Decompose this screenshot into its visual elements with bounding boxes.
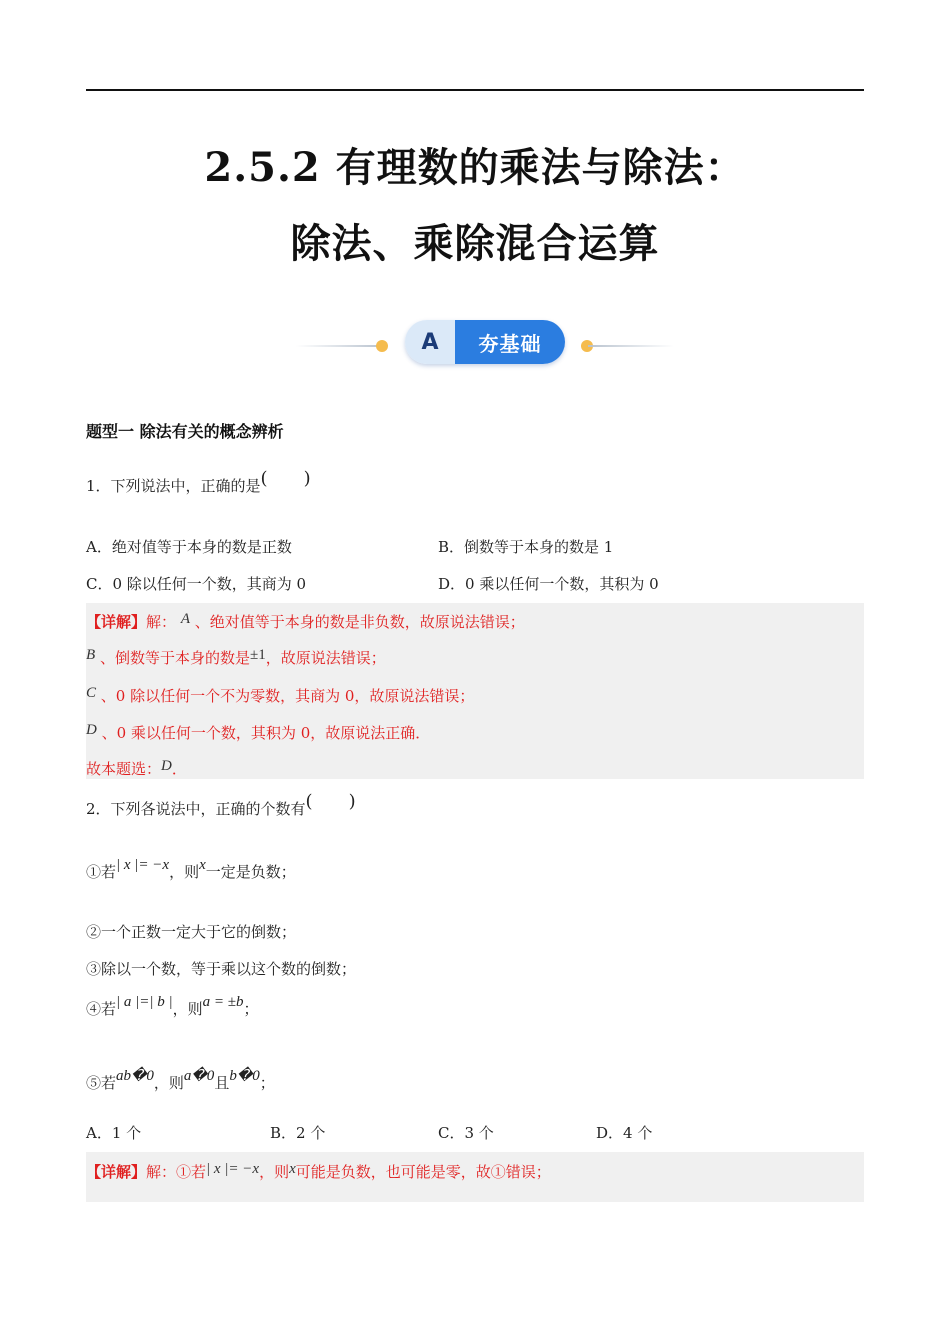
q2-s1-math2: x: [199, 857, 206, 873]
q2-s4-pre: ④若: [86, 1000, 117, 1018]
q2-s5-and: 且: [214, 1074, 230, 1092]
q1-answer-line5: [86, 758, 187, 779]
q1-answer-l3-text: 、0 除以任何一个不为零数，其商为 0，故原说法错误；: [100, 687, 475, 705]
q1-answer-l2-math: B: [86, 647, 96, 663]
q2-s4-mid: ，则: [172, 1000, 203, 1018]
section-letter: A: [405, 320, 455, 364]
q2-statement-2: ②一个正数一定大于它的倒数；: [86, 923, 297, 941]
q2-answer-text: 可能是负数，也可能是零，故①错误；: [295, 1163, 551, 1181]
q2-statement-5: [86, 1068, 275, 1094]
page-title-line1: 2.5.2 有理数的乘法与除法：: [204, 144, 746, 191]
q1-answer-l1-pre: 解：: [146, 613, 177, 631]
q2-s4-math: | a |=| b |: [116, 994, 173, 1010]
q1-paren-open: (: [260, 468, 268, 489]
q1-answer-line2: [86, 647, 386, 668]
q1-option-c: C．0 除以任何一个数，其商为 0: [86, 575, 307, 593]
q2-answer-math2: x: [289, 1161, 296, 1177]
q1-option-a: A．绝对值等于本身的数是正数: [86, 538, 292, 556]
banner-dot-left: [376, 340, 388, 352]
q2-s5-mid: ，则: [153, 1074, 184, 1092]
header-rule: [86, 89, 864, 91]
q2-s1-math: | x |= −x: [116, 857, 170, 873]
q2-option-c: C．3 个: [438, 1124, 494, 1142]
q1-option-d: D．0 乘以任何一个数，其积为 0: [438, 575, 659, 593]
q2-s4-end: ；: [243, 1000, 259, 1018]
q1-answer-line1: [86, 611, 525, 632]
banner-line-right: [588, 345, 674, 347]
q1-answer-l2-text2: ，故原说法错误；: [265, 649, 386, 667]
q1-answer-l5-math: D: [161, 758, 172, 774]
banner-line-left: [296, 345, 382, 347]
section-badge: [405, 320, 565, 364]
q2-answer-tag: 【详解】: [86, 1163, 147, 1181]
q2-answer-line1: [86, 1161, 551, 1182]
q1-answer-l4-math: D: [86, 722, 97, 738]
q2-option-a: A．1 个: [86, 1124, 142, 1142]
q1-answer-line3: [86, 685, 474, 706]
page-title-line2: 除法、乘除混合运算: [290, 220, 660, 267]
q2-stem-text: 2．下列各说法中，正确的个数有: [86, 800, 306, 818]
section-label: 夯基础: [455, 320, 565, 364]
q2-s5-math: ab�0: [116, 1068, 154, 1084]
q1-answer-l1-math: A: [180, 611, 190, 627]
q2-answer-math: | x |= −x: [206, 1161, 260, 1177]
q1-answer-l2-text1: 、倒数等于本身的数是: [99, 649, 250, 667]
q1-answer-l4-text: 、0 乘以任何一个数，其积为 0，故原说法正确．: [101, 724, 431, 742]
q1-answer-l3-math: C: [86, 685, 97, 701]
type-heading: 题型一 除法有关的概念辨析: [86, 422, 284, 441]
q2-statement-1: [86, 857, 296, 883]
q2-paren-open: (: [305, 791, 313, 812]
q2-answer-box: [86, 1152, 864, 1202]
q2-s5-end: ；: [259, 1074, 275, 1092]
q2-statement-4: [86, 994, 259, 1020]
q1-stem: [86, 468, 311, 496]
q2-s4-math2: a = ±b: [202, 994, 244, 1010]
q1-answer-tag: 【详解】: [86, 613, 147, 631]
q1-option-b: B．倒数等于本身的数是 1: [438, 538, 614, 556]
q2-s5-math3: b�0: [229, 1068, 260, 1084]
q2-s1-pre: ①若: [86, 863, 117, 881]
q2-statement-3: ③除以一个数，等于乘以这个数的倒数；: [86, 960, 357, 978]
q2-paren-close: ): [348, 791, 356, 812]
q2-answer-mid: ，则: [259, 1163, 290, 1181]
q2-s1-mid: ，则: [169, 863, 200, 881]
q1-paren-close: ): [303, 468, 311, 489]
q2-s5-pre: ⑤若: [86, 1074, 117, 1092]
q1-stem-text: 1．下列说法中，正确的是: [86, 477, 261, 495]
q2-s5-math2: a�0: [183, 1068, 215, 1084]
q1-answer-l5-text: 故本题选：: [86, 760, 162, 778]
q1-answer-l5-end: ．: [171, 760, 187, 778]
q1-answer-box: [86, 603, 864, 779]
q1-answer-line4: [86, 722, 430, 743]
q2-option-d: D．4 个: [596, 1124, 653, 1142]
q1-answer-l2-math2: ±1: [249, 647, 266, 663]
q2-answer-pre: 解：①若: [146, 1163, 207, 1181]
q2-option-b: B．2 个: [270, 1124, 326, 1142]
q2-stem: [86, 791, 356, 819]
q1-answer-l1-text: 、绝对值等于本身的数是非负数，故原说法错误；: [194, 613, 525, 631]
q2-s1-end: 一定是负数；: [205, 863, 296, 881]
